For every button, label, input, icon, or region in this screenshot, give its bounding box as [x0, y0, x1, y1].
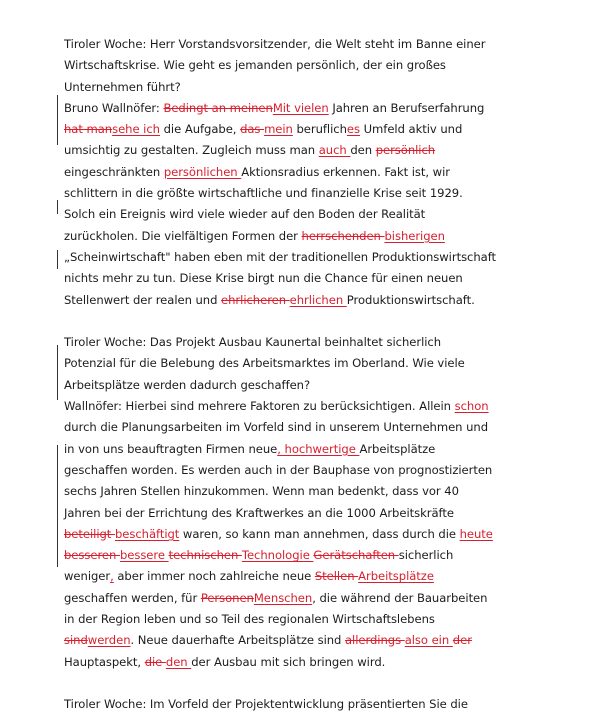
text-line [64, 439, 584, 460]
text-line [64, 588, 584, 609]
inserted-text: bessere [119, 548, 169, 563]
body-text: Hauptaspekt, [64, 654, 145, 669]
text-line [64, 55, 584, 76]
paragraph [64, 34, 584, 311]
body-text: eingeschränkten [64, 164, 164, 179]
body-text: Umfeld aktiv und [359, 122, 463, 137]
deleted-text: sind [64, 633, 88, 648]
inserted-text: es [346, 122, 360, 137]
body-text: Potenzial für die Belebung des Arbeitsmarktes im Oberland. Wie viele [64, 356, 465, 371]
text-line [64, 396, 584, 417]
body-text: „Scheinwirtschaft" haben eben mit der traditionellen Produktionswirtschaft [64, 249, 497, 264]
body-text: Jahren bei der Errichtung des Kraftwerkes an die 1000 Arbeitskräfte [64, 505, 454, 520]
inserted-text: sehe ich [112, 122, 160, 137]
body-text: Tiroler Woche: Im Vorfeld der Projektentwicklung präsentierten Sie die [64, 697, 468, 712]
body-text: den [350, 143, 376, 158]
change-bar [57, 445, 58, 567]
text-line [64, 140, 584, 161]
text-line [64, 268, 584, 289]
change-bar [57, 250, 58, 269]
body-text: geschaffen worden. Es werden auch in der Bauphase von prognostizierten [64, 462, 493, 477]
inserted-text: also ein [404, 633, 453, 648]
paragraph-gap [64, 673, 584, 694]
body-text: zurückholen. Die vielfältigen Formen der [64, 228, 302, 243]
deleted-text: Personen [200, 590, 254, 605]
body-text: Aktionsradius erkennen. Fakt ist, wir [241, 164, 450, 179]
text-line [64, 630, 584, 651]
text-line [64, 290, 584, 311]
inserted-text: Mit vielen [272, 100, 329, 115]
body-text: , die während der Bauarbeiten [312, 590, 488, 605]
inserted-text: auch [318, 143, 351, 158]
text-line [64, 119, 584, 140]
body-text: Jahren an Berufserfahrung [328, 100, 485, 115]
body-text: Wirtschaftskrise. Wie geht es jemanden persönlich, der ein großes [64, 58, 446, 73]
body-text: in der Region leben und so Teil des regionalen Wirtschaftslebens [64, 612, 435, 627]
deleted-text: Gerätschaften [313, 548, 399, 563]
deleted-text: ehrlicheren [221, 292, 290, 307]
text-line [64, 545, 584, 566]
body-text: geschaffen werden, für [64, 590, 201, 605]
text-line [64, 353, 584, 374]
deleted-text: Bedingt an meinen [163, 100, 273, 115]
body-text: Unternehmen führt? [64, 79, 181, 94]
body-text: nichts mehr zu tun. Diese Krise birgt nun die Chance für einen neuen [64, 271, 463, 286]
body-text: sechs Jahren Stellen hinzukommen. Wenn man bedenkt, dass vor 40 [64, 484, 459, 499]
body-text: beruflich [292, 122, 347, 137]
document-body [64, 34, 584, 716]
deleted-text: besseren [64, 548, 120, 563]
text-line [64, 481, 584, 502]
body-text: weniger [64, 569, 111, 584]
text-line [64, 204, 584, 225]
text-line [64, 566, 584, 587]
body-text: waren, so kann man annehmen, dass durch die [179, 526, 460, 541]
text-line [64, 503, 584, 524]
text-line [64, 652, 584, 673]
deleted-text: beteiligt [64, 526, 115, 541]
inserted-text: heute [459, 526, 493, 541]
body-text: Tiroler Woche: Das Projekt Ausbau Kaunertal beinhaltet sicherlich [64, 335, 442, 350]
inserted-text: Menschen [253, 590, 313, 605]
text-line [64, 694, 584, 715]
body-text: Stellenwert der realen und [64, 292, 222, 307]
text-line [64, 226, 584, 247]
text-line [64, 375, 584, 396]
inserted-text: mein [264, 122, 293, 137]
paragraph [64, 332, 584, 673]
body-text: der Ausbau mit sich bringen wird. [191, 654, 386, 669]
body-text: umsichtig zu gestalten. Zugleich muss man [64, 143, 319, 158]
inserted-text: schon [454, 399, 489, 414]
body-text: . Neue dauerhafte Arbeitsplätze sind [130, 633, 345, 648]
text-line [64, 183, 584, 204]
text-line [64, 524, 584, 545]
deleted-text: die [144, 654, 166, 669]
text-line [64, 609, 584, 630]
inserted-text: ehrlichen [289, 292, 347, 307]
body-text: in von uns beauftragten Firmen neue [64, 441, 278, 456]
body-text: aber immer noch zahlreiche neue [113, 569, 315, 584]
body-text: Bruno Wallnöfer: [64, 100, 164, 115]
text-line [64, 247, 584, 268]
deleted-text: hat man [64, 122, 113, 137]
body-text: schlittern in die größte wirtschaftliche und finanzielle Krise seit 1929. [64, 186, 463, 201]
deleted-text: herrschenden [301, 228, 385, 243]
inserted-text: bisherigen [384, 228, 445, 243]
body-text: Arbeitsplätze [359, 441, 436, 456]
text-line [64, 77, 584, 98]
paragraph [64, 694, 584, 715]
inserted-text: beschäftigt [114, 526, 180, 541]
deleted-text: technischen [168, 548, 242, 563]
body-text: Produktionswirtschaft. [346, 292, 475, 307]
body-text: Solch ein Ereignis wird viele wieder auf den Boden der Realität [64, 207, 426, 222]
deleted-text: persönlich [375, 143, 436, 158]
inserted-text: persönlichen [163, 164, 242, 179]
paragraph-gap [64, 311, 584, 332]
deleted-text: allerdings [344, 633, 405, 648]
deleted-text: Stellen [314, 569, 359, 584]
inserted-text: werden [87, 633, 131, 648]
text-line [64, 332, 584, 353]
change-bar [57, 345, 58, 400]
inserted-text: , hochwertige [277, 441, 360, 456]
text-line [64, 162, 584, 183]
body-text: Wallnöfer: Hierbei sind mehrere Faktoren zu berücksichtigen. Allein [64, 399, 455, 414]
body-text: Arbeitsplätze werden dadurch geschaffen? [64, 377, 311, 392]
inserted-text: Technologie [241, 548, 314, 563]
text-line [64, 34, 584, 55]
text-line [64, 460, 584, 481]
body-text: sicherlich [398, 548, 454, 563]
body-text: Tiroler Woche: Herr Vorstandsvorsitzender, die Welt steht im Banne einer [64, 37, 486, 51]
deleted-text: das [240, 122, 265, 137]
text-line [64, 98, 584, 119]
change-bar [57, 200, 58, 214]
change-bar [57, 95, 58, 145]
body-text: durch die Planungsarbeiten im Vorfeld sind in unserem Unternehmen und [64, 420, 489, 435]
body-text: die Aufgabe, [159, 122, 241, 137]
inserted-text: Arbeitsplätze [358, 569, 434, 584]
deleted-text: der [452, 633, 472, 648]
text-line [64, 417, 584, 438]
inserted-text: den [165, 654, 192, 669]
inserted-text: , [110, 569, 114, 584]
